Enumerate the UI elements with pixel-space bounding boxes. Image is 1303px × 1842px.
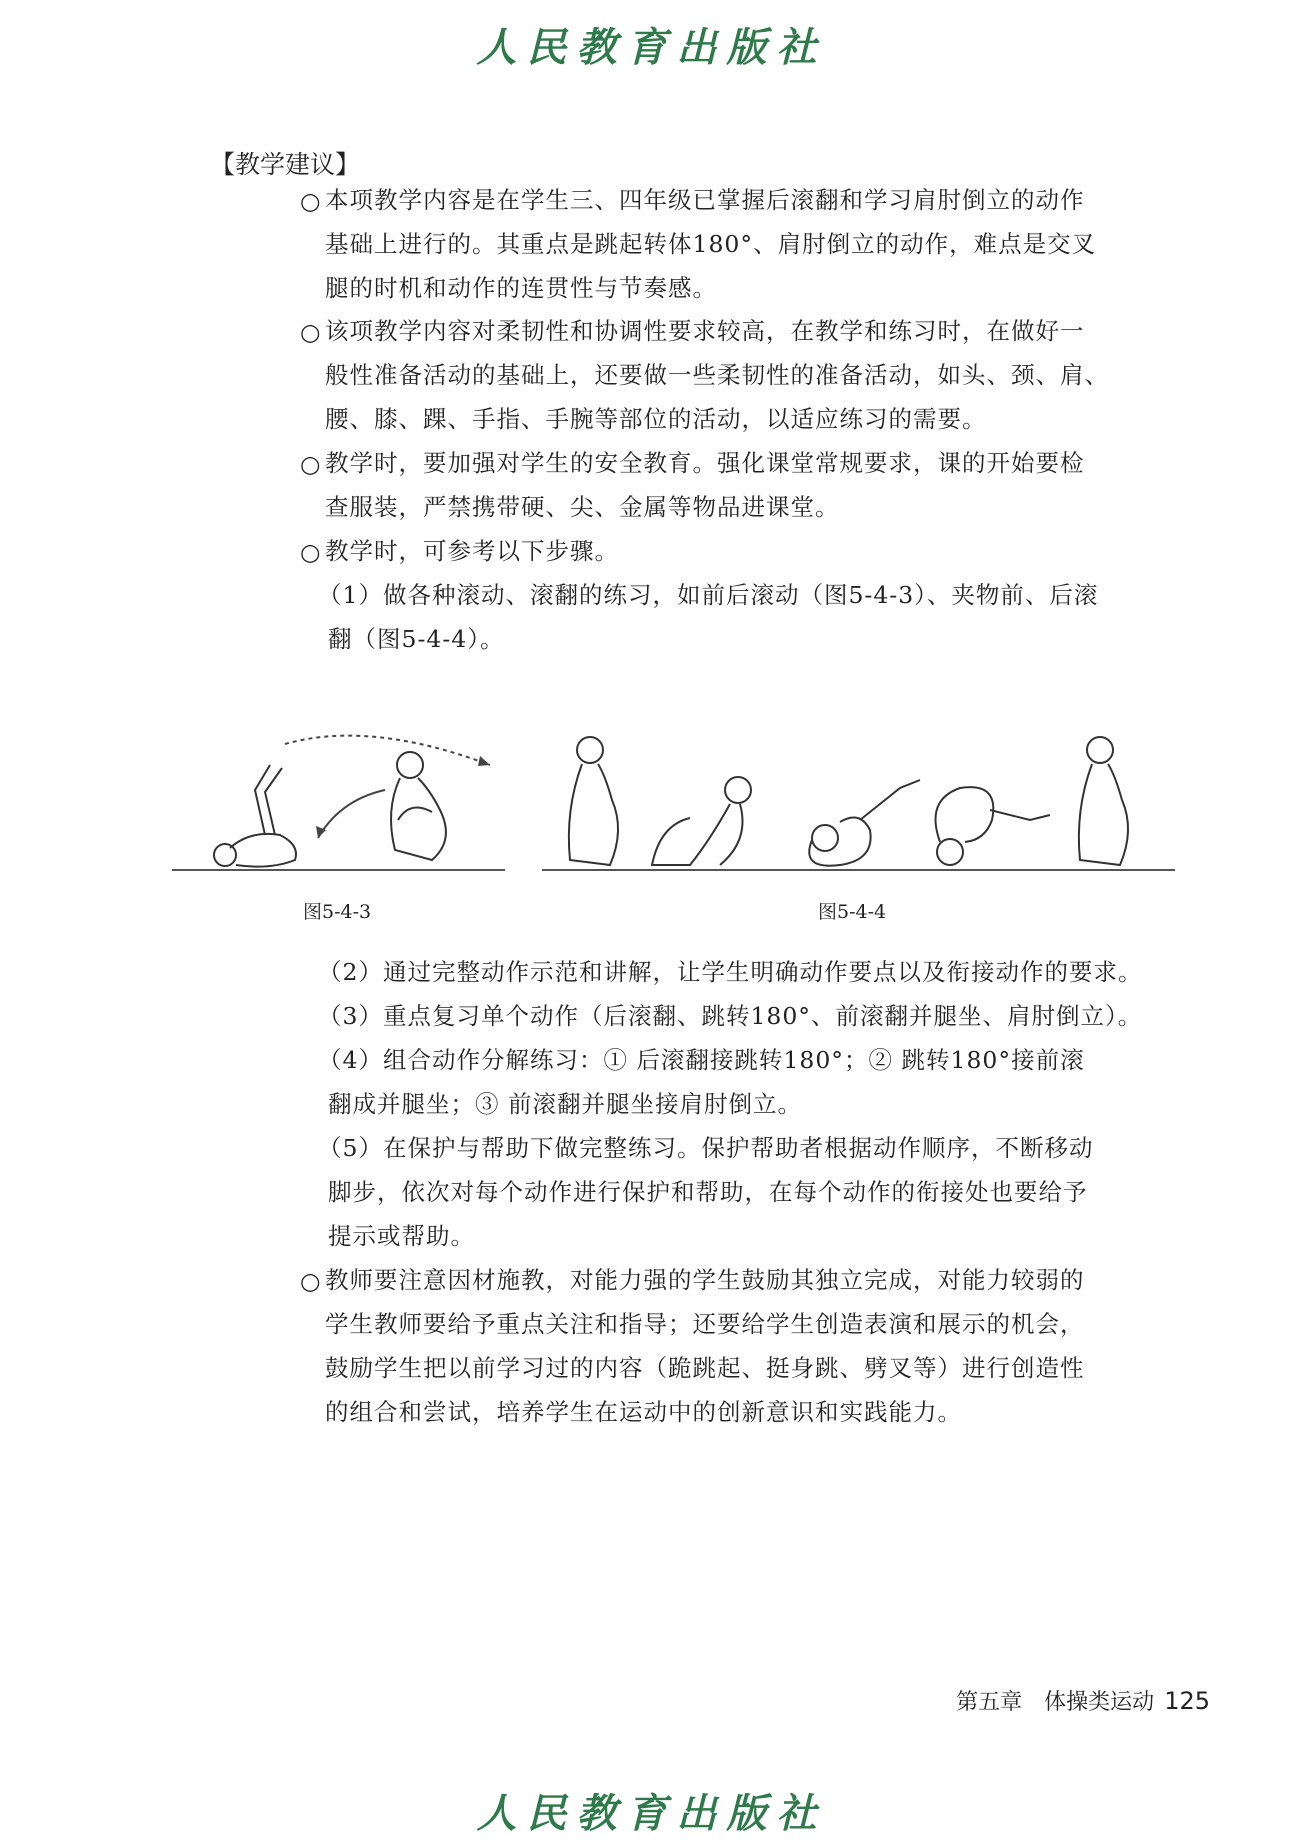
text-line: 基础上进行的。其重点是跳起转体180°、肩肘倒立的动作，难点是交叉 (325, 230, 1097, 258)
text-line: 脚步，依次对每个动作进行保护和帮助，在每个动作的衔接处也要给予 (328, 1178, 1088, 1206)
text-line: 教学时，要加强对学生的安全教育。强化课堂常规要求，课的开始要检 (325, 449, 1085, 477)
figure-5-4-3-caption: 图5-4-3 (303, 901, 372, 923)
bullet-icon: ○ (300, 318, 321, 346)
step-3 (318, 994, 1142, 1038)
publisher-logo-bottom: 人民教育出版社 (476, 1790, 827, 1837)
paragraph-3 (325, 441, 1085, 529)
text-line: （1）做各种滚动、滚翻的练习，如前后滚动（图5-4-3）、夹物前、后滚 (318, 581, 1099, 609)
text-line: 本项教学内容是在学生三、四年级已掌握后滚翻和学习肩肘倒立的动作 (325, 186, 1085, 214)
bullet-icon: ○ (300, 187, 321, 215)
publisher-logo-top: 人民教育出版社 (476, 24, 827, 71)
paragraph-5 (325, 1258, 1085, 1434)
page-footer (900, 1685, 1210, 1716)
step-1 (318, 573, 1098, 661)
section-title: 【教学建议】 (210, 150, 361, 179)
figure-5-4-4-caption: 图5-4-4 (818, 901, 887, 923)
text-line: （5）在保护与帮助下做完整练习。保护帮助者根据动作顺序，不断移动 (318, 1134, 1094, 1162)
text-line: 该项教学内容对柔韧性和协调性要求较高，在教学和练习时，在做好一 (325, 317, 1085, 345)
bullet-icon: ○ (300, 450, 321, 478)
step-2 (318, 950, 1142, 994)
figure-5-4-3-illustration (170, 720, 510, 880)
text-line: 学生教师要给予重点关注和指导；还要给学生创造表演和展示的机会， (325, 1310, 1085, 1338)
text-line: 的组合和尝试，培养学生在运动中的创新意识和实践能力。 (325, 1398, 962, 1426)
figure-5-4-4-illustration (540, 720, 1180, 880)
text-line: 提示或帮助。 (328, 1222, 475, 1250)
step-5 (318, 1126, 1093, 1258)
text-line: （3）重点复习单个动作（后滚翻、跳转180°、前滚翻并腿坐、肩肘倒立）。 (318, 1002, 1143, 1030)
paragraph-2 (325, 309, 1109, 441)
bullet-icon: ○ (300, 538, 321, 566)
text-line: 腿的时机和动作的连贯性与节奏感。 (325, 274, 717, 302)
text-line: （2）通过完整动作示范和讲解，让学生明确动作要点以及衔接动作的要求。 (318, 958, 1143, 986)
step-4 (318, 1038, 1085, 1126)
text-line: 腰、膝、踝、手指、手腕等部位的活动，以适应练习的需要。 (325, 405, 987, 433)
text-line: 翻成并腿坐；③ 前滚翻并腿坐接肩肘倒立。 (328, 1090, 802, 1118)
paragraph-1 (325, 178, 1096, 310)
page-number: 125 (1164, 1687, 1210, 1715)
text-line: 查服装，严禁携带硬、尖、金属等物品进课堂。 (325, 493, 840, 521)
chapter-title: 第五章 体操类运动 (956, 1690, 1155, 1715)
paragraph-4 (325, 529, 619, 573)
text-line: 教学时，可参考以下步骤。 (325, 537, 619, 565)
text-line: 鼓励学生把以前学习过的内容（跪跳起、挺身跳、劈叉等）进行创造性 (325, 1354, 1085, 1382)
text-line: 翻（图5-4-4）。 (328, 625, 505, 653)
text-line: 教师要注意因材施教，对能力强的学生鼓励其独立完成，对能力较弱的 (325, 1266, 1085, 1294)
text-line: （4）组合动作分解练习：① 后滚翻接跳转180°；② 跳转180°接前滚 (318, 1046, 1085, 1074)
text-line: 般性准备活动的基础上，还要做一些柔韧性的准备活动，如头、颈、肩、 (325, 361, 1109, 389)
bullet-icon: ○ (300, 1267, 321, 1295)
